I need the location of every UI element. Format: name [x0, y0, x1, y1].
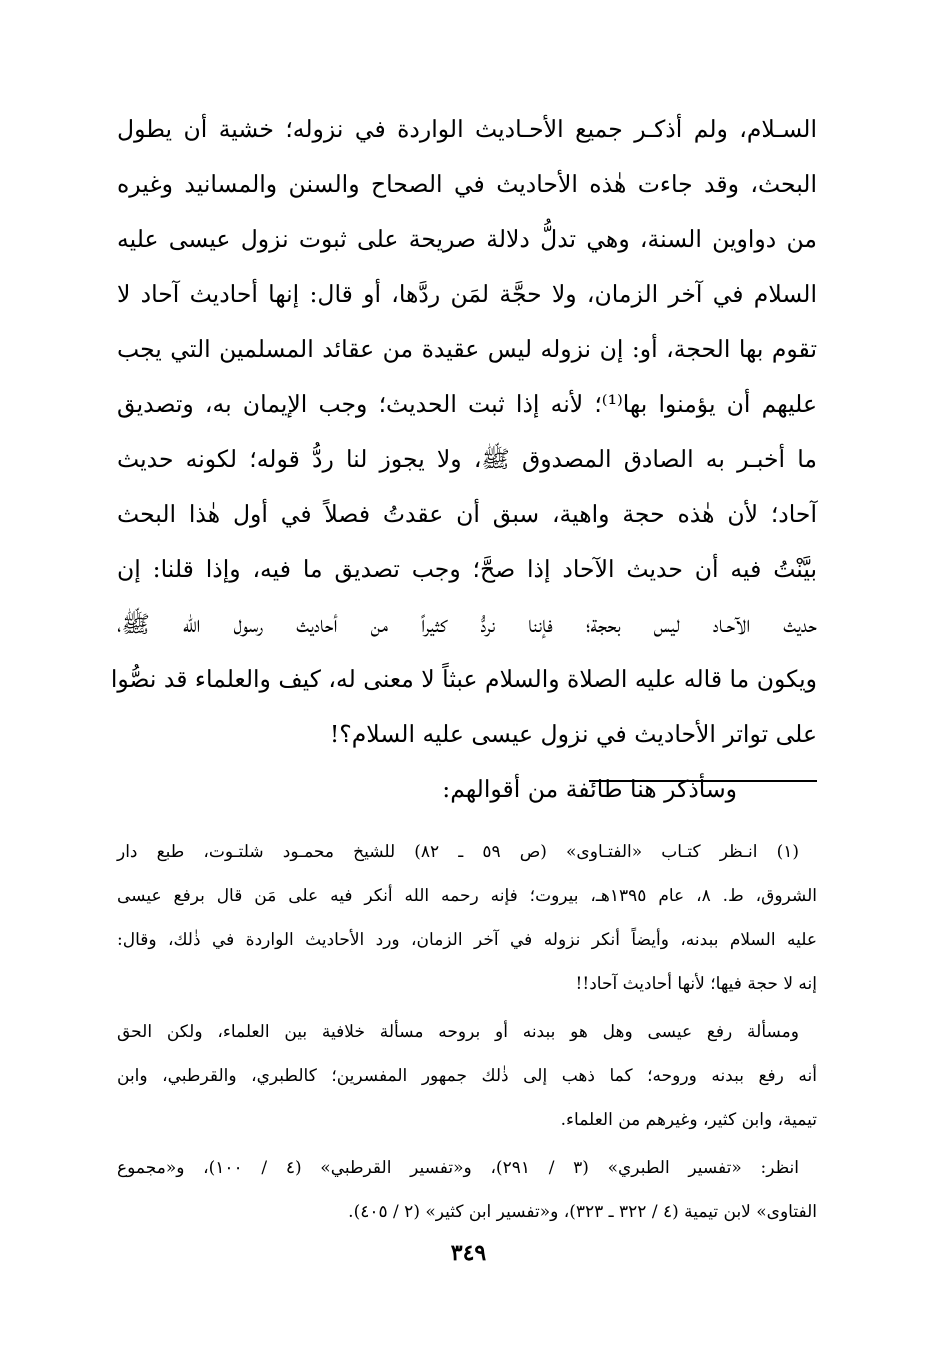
- body-line: تقوم بها الحجة، أو: إن نزوله ليس عقيدة من عقائد المسلمين التي يجب: [117, 335, 817, 363]
- body-line: بيَّنْتُ فيه أن حديث الآحاد إذا صحَّ؛ وجب تصديق ما فيه، وإذا قلنا: إن: [117, 555, 817, 583]
- body-line: حديث الآحـاد ليس بحجة؛ فإننا نردُّ كثيراً من أحاديث رسول الله ﷺ،: [117, 610, 817, 638]
- body-line: من دواوين السنة، وهي تدلُّ دلالة صريحة على ثبوت نزول عيسى عليه: [117, 225, 817, 253]
- body-line: على تواتر الأحاديث في نزول عيسى عليه السلام؟!: [329, 720, 817, 748]
- body-line: آحاد؛ لأن هٰذه حجة واهية، سبق أن عقدتُ فصلاً في أول هٰذا البحث: [117, 500, 817, 528]
- footnote-line: إنه لا حجة فيها؛ لأنها أحاديث آحاد!!: [575, 974, 817, 994]
- body-line: ما أخبـر به الصادق المصدوق ﷺ، ولا يجوز لنا ردُّ قوله؛ لكونه حديث: [117, 445, 817, 473]
- body-line: السـلام، ولم أذكـر جميع الأحـاديث الواردة في نزوله؛ خشية أن يطول: [117, 115, 817, 143]
- footnote-line: (١) انـظر كتـاب «الفتـاوى» (ص ٥٩ ـ ٨٢) للشيخ محمـود شلتـوت، طبع دار: [117, 842, 799, 862]
- footnote-separator: [589, 780, 817, 782]
- footnote-line: ومسألة رفع عيسى وهل هو ببدنه أو بروحه مسألة خلافية بين العلماء، ولكن الحق: [117, 1022, 799, 1042]
- footnote-paragraph: [117, 1146, 817, 1234]
- footnote-line: الشروق، ط. ٨، عام ١٣٩٥هـ، بيروت؛ فإنه رحمه الله أنكر فيه على مَن قال برفع عيسى: [117, 886, 817, 906]
- footnote-paragraph: [117, 1010, 817, 1142]
- footnote-paragraph: [117, 830, 817, 1006]
- footnote-line: انظر: «تفسير الطبري» (٣ / ٢٩١)، و«تفسير القرطبي» (٤ / ١٠٠)، و«مجموع: [117, 1158, 799, 1178]
- main-body-text: [110, 102, 817, 817]
- body-line: وسأذكر هنا طائفة من أقوالهم:: [442, 775, 737, 803]
- footnote-line: تيمية، وابن كثير، وغيرهم من العلماء.: [560, 1110, 817, 1130]
- footnote-line: أنه رفع ببدنه وروحه؛ كما ذهب إلى ذٰلك جمهور المفسرين؛ كالطبري، والقرطبي، وابن: [117, 1066, 817, 1086]
- body-line: البحث، وقد جاءت هٰذه الأحاديث في الصحاح والسنن والمسانيد وغيره: [117, 170, 817, 198]
- footnote-line: الفتاوى» لابن تيمية (٤ / ٣٢٢ ـ ٣٢٣)، و«تفسير ابن كثير» (٢ / ٤٠٥).: [348, 1202, 817, 1222]
- page-number: ٣٤٩: [450, 1240, 487, 1266]
- body-line: ويكون ما قاله عليه الصلاة والسلام عبثاً لا معنى له، كيف والعلماء قد نصُّوا: [110, 665, 817, 693]
- footnote-line: عليه السلام ببدنه، وأيضاً أنكر نزوله في آخر الزمان، ورد الأحاديث الواردة في ذٰلك، وقال:: [117, 930, 817, 950]
- footnotes-section: [117, 830, 817, 1238]
- body-line: عليهم أن يؤمنوا بها⁽¹⁾؛ لأنه إذا ثبت الحديث؛ وجب الإيمان به، وتصديق: [117, 390, 817, 418]
- body-line: السلام في آخر الزمان، ولا حجَّة لمَن ردَّها، أو قال: إنها أحاديث آحاد لا: [117, 280, 817, 308]
